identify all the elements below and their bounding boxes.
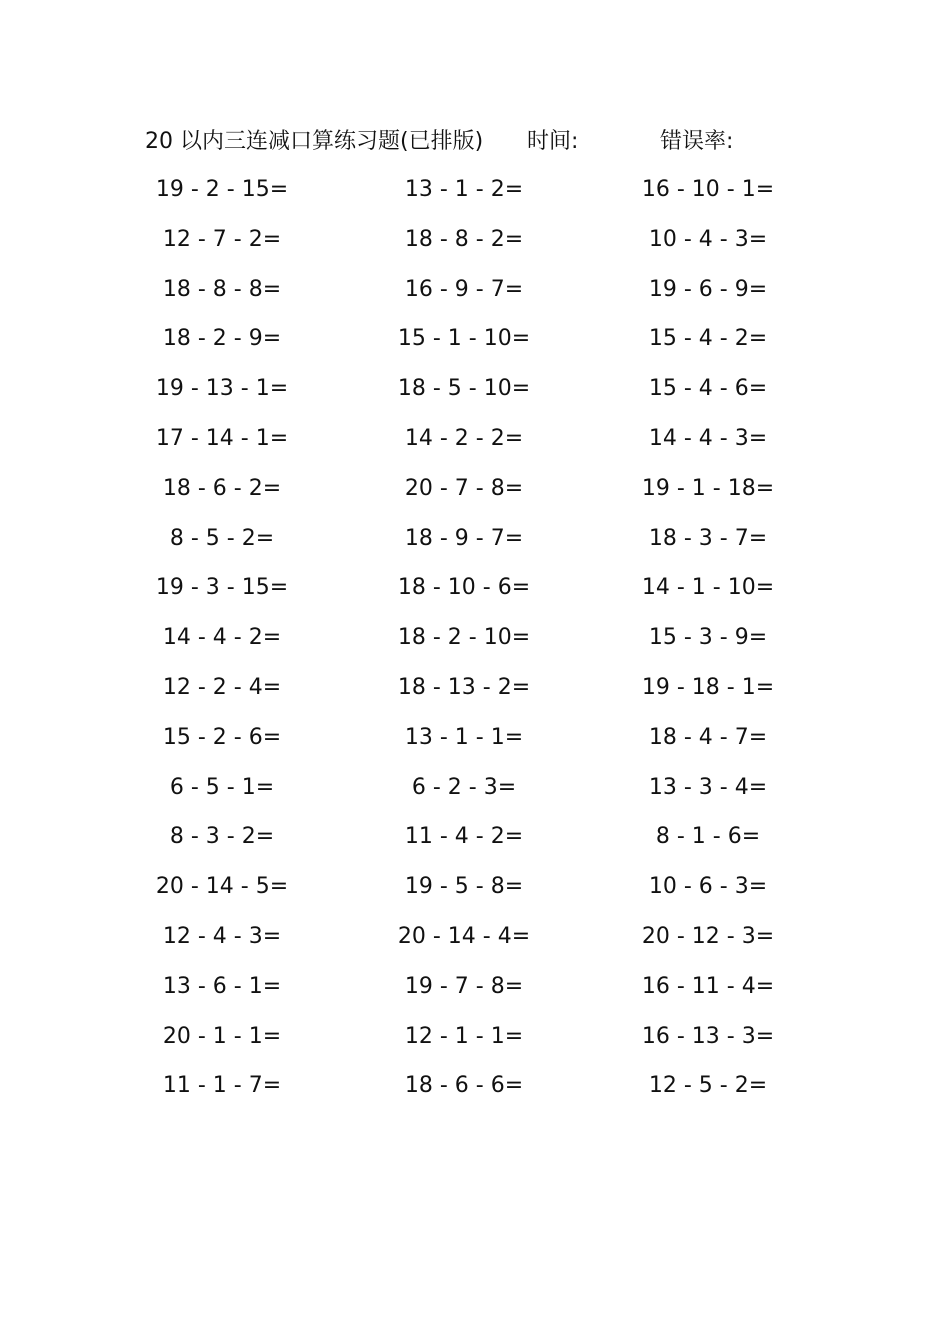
problem-item: 10 - 6 - 3= (648, 874, 768, 900)
problem-row (0, 369, 950, 419)
error-rate-label: 错误率: (660, 129, 734, 154)
problem-item: 19 - 5 - 8= (404, 874, 524, 900)
problem-item: 12 - 7 - 2= (162, 226, 282, 252)
problem-item: 18 - 13 - 2= (397, 674, 531, 700)
problem-item: 18 - 4 - 7= (648, 724, 768, 750)
problem-row (0, 220, 950, 270)
problem-item: 8 - 1 - 6= (655, 824, 761, 850)
problem-row (0, 568, 950, 618)
problem-item: 8 - 5 - 2= (169, 525, 275, 551)
problem-item: 15 - 4 - 2= (648, 326, 768, 352)
problem-item: 12 - 5 - 2= (648, 1073, 768, 1099)
time-label: 时间: (527, 129, 579, 154)
problem-row (0, 668, 950, 718)
problem-row (0, 867, 950, 917)
problem-item: 18 - 3 - 7= (648, 525, 768, 551)
problem-item: 20 - 14 - 4= (397, 923, 531, 949)
problem-row (0, 1017, 950, 1067)
problem-item: 13 - 1 - 2= (404, 177, 524, 202)
problem-item: 10 - 4 - 3= (648, 226, 768, 252)
problem-item: 19 - 2 - 15= (155, 177, 289, 202)
problem-row (0, 519, 950, 569)
problem-row (0, 270, 950, 320)
problem-item: 12 - 1 - 1= (404, 1023, 524, 1049)
problem-item: 18 - 2 - 10= (397, 625, 531, 651)
problem-item: 15 - 1 - 10= (397, 326, 531, 352)
problem-row (0, 718, 950, 768)
problem-item: 16 - 9 - 7= (404, 276, 524, 302)
problem-item: 6 - 5 - 1= (169, 774, 275, 800)
problem-item: 18 - 9 - 7= (404, 525, 524, 551)
problem-row (0, 419, 950, 469)
problem-row (0, 319, 950, 369)
problem-item: 19 - 18 - 1= (641, 674, 775, 700)
problem-row (0, 1066, 950, 1116)
problem-item: 16 - 11 - 4= (641, 973, 775, 999)
problem-item: 20 - 7 - 8= (404, 475, 524, 501)
problem-item: 18 - 2 - 9= (162, 326, 282, 352)
problem-row (0, 817, 950, 867)
problem-item: 18 - 5 - 10= (397, 376, 531, 402)
problem-row (0, 768, 950, 818)
problem-item: 13 - 3 - 4= (648, 774, 768, 800)
problem-item: 12 - 4 - 3= (162, 923, 282, 949)
worksheet-header (145, 124, 805, 160)
problem-item: 20 - 12 - 3= (641, 923, 775, 949)
problem-item: 13 - 1 - 1= (404, 724, 524, 750)
problem-item: 14 - 4 - 2= (162, 625, 282, 651)
problem-item: 11 - 4 - 2= (404, 824, 524, 850)
problem-item: 19 - 3 - 15= (155, 575, 289, 601)
problem-item: 19 - 7 - 8= (404, 973, 524, 999)
problem-item: 15 - 4 - 6= (648, 376, 768, 402)
problem-item: 11 - 1 - 7= (162, 1073, 282, 1099)
problem-item: 15 - 2 - 6= (162, 724, 282, 750)
problem-item: 18 - 8 - 8= (162, 276, 282, 302)
problem-item: 8 - 3 - 2= (169, 824, 275, 850)
problem-row (0, 469, 950, 519)
problem-item: 16 - 13 - 3= (641, 1023, 775, 1049)
problem-item: 6 - 2 - 3= (411, 774, 517, 800)
problem-item: 20 - 14 - 5= (155, 874, 289, 900)
problem-grid (0, 170, 950, 1116)
problem-item: 15 - 3 - 9= (648, 625, 768, 651)
problem-item: 20 - 1 - 1= (162, 1023, 282, 1049)
problem-item: 19 - 1 - 18= (641, 475, 775, 501)
problem-item: 13 - 6 - 1= (162, 973, 282, 999)
problem-item: 19 - 13 - 1= (155, 376, 289, 402)
problem-row (0, 917, 950, 967)
problem-row (0, 170, 950, 220)
problem-row (0, 618, 950, 668)
problem-item: 14 - 2 - 2= (404, 425, 524, 451)
problem-item: 14 - 4 - 3= (648, 425, 768, 451)
problem-item: 19 - 6 - 9= (648, 276, 768, 302)
problem-item: 12 - 2 - 4= (162, 674, 282, 700)
problem-item: 18 - 8 - 2= (404, 226, 524, 252)
problem-item: 17 - 14 - 1= (155, 425, 289, 451)
problem-item: 14 - 1 - 10= (641, 575, 775, 601)
problem-item: 16 - 10 - 1= (641, 177, 775, 202)
worksheet-title: 20 以内三连减口算练习题(已排版) (145, 129, 484, 154)
problem-item: 18 - 10 - 6= (397, 575, 531, 601)
problem-item: 18 - 6 - 2= (162, 475, 282, 501)
problem-item: 18 - 6 - 6= (404, 1073, 524, 1099)
problem-row (0, 967, 950, 1017)
